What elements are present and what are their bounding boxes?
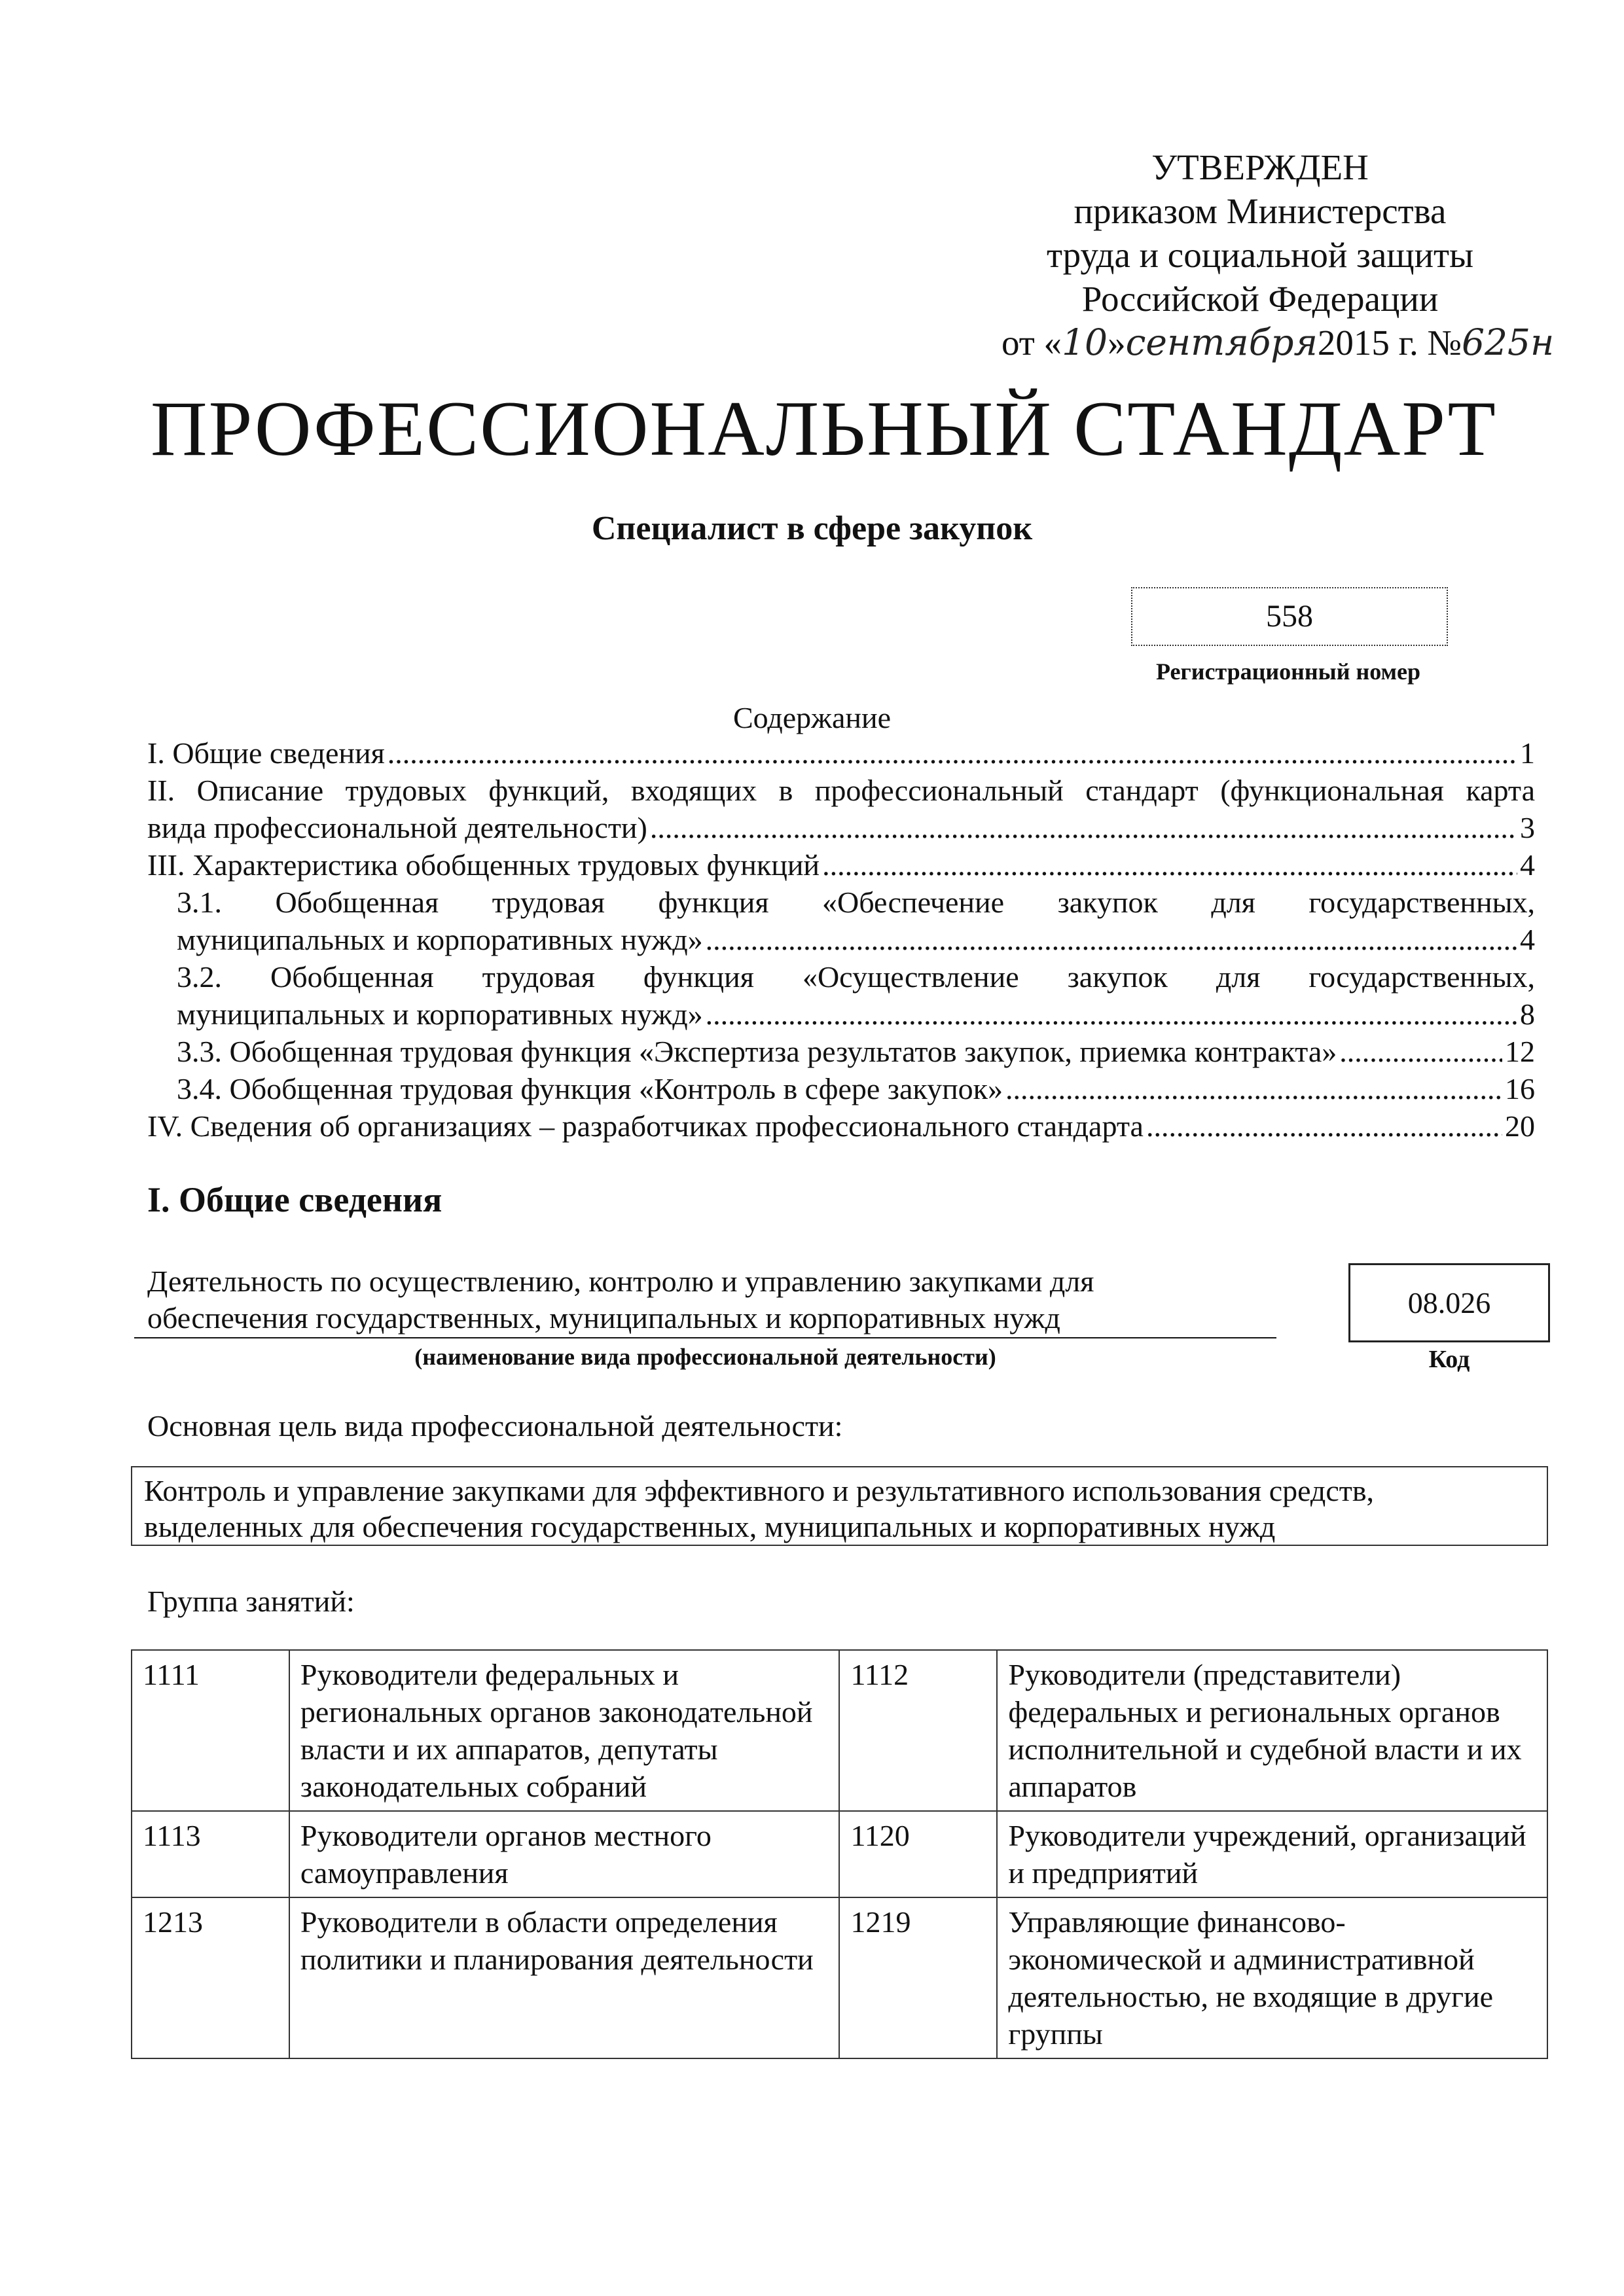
group-name: Руководители (представители) федеральных и региональных органов исполнительной и судебной власти и их аппаратов	[997, 1650, 1547, 1811]
goal-label: Основная цель вида профессиональной деятельности:	[147, 1409, 843, 1443]
group-name: Руководители в области определения политики и планирования деятельности	[289, 1897, 840, 2058]
group-code: 1111	[132, 1650, 289, 1811]
section-heading: I. Общие сведения	[147, 1180, 442, 1219]
toc-item[interactable]: 3.3. Обобщенная трудовая функция «Экспертиза результатов закупок, приемка контракта» ..... 12	[147, 1033, 1535, 1070]
order-number-handwritten: 625н	[1462, 321, 1555, 363]
order-mid: »	[1108, 323, 1126, 363]
toc-item[interactable]: I. Общие сведения ..... 1	[147, 734, 1535, 772]
activity-underline	[134, 1337, 1276, 1338]
group-name: Руководители органов местного самоуправления	[289, 1811, 840, 1897]
order-prefix: от «	[1001, 323, 1062, 363]
document-title: ПРОФЕССИОНАЛЬНЫЙ СТАНДАРТ	[151, 385, 1497, 472]
document-subtitle: Специалист в сфере закупок	[591, 510, 1033, 547]
table-row	[132, 1897, 1547, 2058]
toc-item[interactable]: II. Описание трудовых функций, входящих в профессиональный стандарт (функциональная карта вида профессиональной деятельности) ..... 3	[147, 772, 1535, 846]
group-code: 1112	[839, 1650, 997, 1811]
group-code: 1113	[132, 1811, 289, 1897]
activity-code-caption: Код	[1428, 1346, 1470, 1373]
group-code: 1213	[132, 1897, 289, 2058]
occupation-groups-table	[131, 1649, 1548, 2059]
group-name: Руководители федеральных и региональных органов законодательной власти и их аппаратов, депутаты законодательных собраний	[289, 1650, 840, 1811]
registration-number-label: Регистрационный номер	[1155, 658, 1421, 685]
approval-line-1: приказом Министерства	[1074, 191, 1447, 231]
toc-item[interactable]: 3.2. Обобщенная трудовая функция «Осуществление закупок для государственных, муниципальных и корпоративных нужд» ..... 8	[147, 958, 1535, 1033]
group-name: Руководители учреждений, организаций и предприятий	[997, 1811, 1547, 1897]
order-year: 2015 г. №	[1317, 323, 1462, 363]
registration-number-box: 558	[1131, 587, 1448, 646]
group-label: Группа занятий:	[147, 1585, 355, 1618]
toc-item[interactable]: IV. Сведения об организациях – разработчиках профессионального стандарта ..... 20	[147, 1107, 1535, 1145]
toc-item[interactable]: 3.4. Обобщенная трудовая функция «Контроль в сфере закупок» ..... 16	[147, 1070, 1535, 1107]
activity-code-box: 08.026	[1348, 1263, 1550, 1342]
activity-caption: (наименование вида профессиональной деятельности)	[414, 1344, 996, 1370]
toc-item[interactable]: 3.1. Обобщенная трудовая функция «Обеспечение закупок для государственных, муниципальных и корпоративных нужд» ..... 4	[147, 884, 1535, 958]
table-of-contents	[147, 734, 1535, 1145]
activity-name: Деятельность по осуществлению, контролю и управлению закупками для обеспечения государственных, муниципальных и корпоративных нужд	[147, 1265, 1094, 1335]
goal-box: Контроль и управление закупками для эффективного и результативного использования средств, выделенных для обеспечения государственных, муниципальных и корпоративных нужд	[131, 1466, 1548, 1546]
group-code: 1120	[839, 1811, 997, 1897]
toc-item[interactable]: III. Характеристика обобщенных трудовых функций ..... 4	[147, 846, 1535, 884]
approval-line-2: труда и социальной защиты	[1046, 235, 1474, 275]
toc-title: Содержание	[732, 701, 892, 734]
order-month-handwritten: сентября	[1125, 321, 1318, 363]
table-row	[132, 1650, 1547, 1811]
group-code: 1219	[839, 1897, 997, 2058]
approval-block	[1001, 145, 1555, 365]
approval-order-line	[1001, 321, 1555, 365]
table-row	[132, 1811, 1547, 1897]
group-name: Управляющие финансово-экономической и административной деятельностью, не входящие в другие группы	[997, 1897, 1547, 2058]
approval-title: УТВЕРЖДЕН	[1151, 147, 1369, 187]
approval-line-3: Российской Федерации	[1081, 279, 1439, 319]
order-day-handwritten: 10	[1062, 321, 1108, 363]
